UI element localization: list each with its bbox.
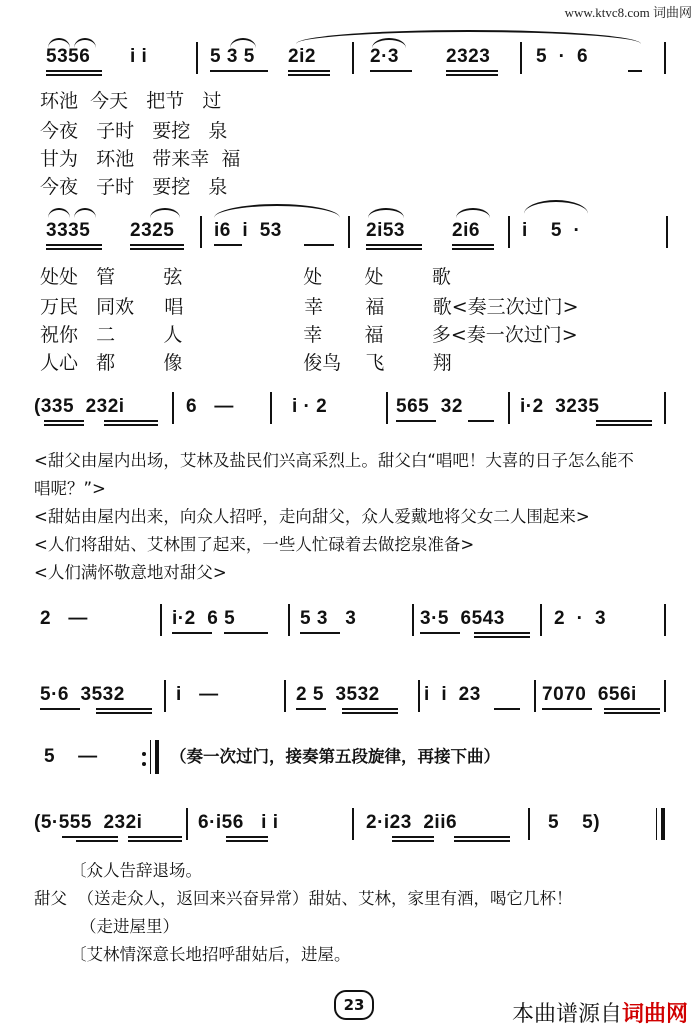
underline: [96, 712, 152, 714]
notes: 2325: [130, 220, 175, 241]
repeat-dot: [142, 762, 146, 766]
underline: [370, 70, 412, 72]
notes: 6·i56 i i: [198, 812, 279, 833]
underline: [604, 712, 660, 714]
stage-direction: （走进屋里）: [80, 917, 179, 936]
tie: [296, 30, 641, 44]
barline: [288, 604, 290, 636]
notes: i·2 6 5: [172, 608, 236, 629]
barline: [186, 808, 188, 840]
underline: [130, 244, 184, 246]
underline: [104, 424, 158, 426]
lyric-line: 今夜 子时 要挖 泉: [40, 120, 228, 142]
stage-direction: 〔艾林情深意长地招呼甜姑后，进屋。: [70, 945, 351, 964]
underline: [296, 708, 326, 710]
underline: [392, 840, 434, 842]
notes: i6 i 53: [214, 220, 282, 241]
barline: [352, 808, 354, 840]
underline: [96, 708, 152, 710]
notes: 2i53: [366, 220, 405, 241]
barline: [534, 680, 536, 712]
notes: 5356: [46, 46, 91, 67]
underline: [392, 836, 434, 838]
footer: [512, 997, 688, 1028]
underline: [288, 74, 330, 76]
barline: [508, 216, 510, 248]
barline: [656, 808, 657, 840]
stage-direction: <甜姑由屋内出来，向众人招呼，走向甜父，众人爱戴地将父女二人围起来>: [34, 507, 590, 526]
barline: [352, 42, 354, 74]
barline: [664, 392, 666, 424]
lyric-line: 环池 今天 把节 过: [40, 90, 222, 112]
underline: [300, 632, 340, 634]
stage-direction: <人们满怀敬意地对甜父>: [34, 563, 227, 582]
notes: 5·6 3532: [40, 684, 125, 705]
barline: [664, 604, 666, 636]
lyric-line: 甘为 环池 带来幸 福: [40, 148, 241, 170]
barline: [508, 392, 510, 424]
barline: [200, 216, 202, 248]
stage-direction: <人们将甜姑、艾林围了起来，一些人忙碌着去做挖泉准备>: [34, 535, 475, 554]
underline: [226, 836, 268, 838]
underline: [468, 420, 494, 422]
notes: (335 232i: [34, 396, 125, 417]
underline: [604, 708, 660, 710]
underline: [452, 248, 494, 250]
slur: [74, 208, 96, 218]
underline: [446, 70, 498, 72]
underline: [210, 70, 268, 72]
underline: [46, 74, 102, 76]
lyric-line: 今夜 子时 要挖 泉: [40, 176, 228, 198]
underline: [76, 840, 118, 842]
lyric-line: 人心 都 像 俊鸟 飞 翔: [40, 352, 452, 374]
barline: [270, 392, 272, 424]
repeat-dot: [142, 752, 146, 756]
barline: [666, 216, 668, 248]
underline: [596, 420, 652, 422]
barline: [172, 392, 174, 424]
notes: i 5 ·: [522, 220, 581, 241]
underline: [214, 244, 242, 246]
notes: i · 2: [292, 396, 328, 417]
stage-direction: <甜父由屋内出场，艾林及盐民们兴高采烈上。甜父白“唱吧！大喜的日子怎么能不: [34, 451, 634, 470]
instruction: （奏一次过门，接奏第五段旋律，再接下曲）: [170, 747, 500, 766]
notes: 5 5): [548, 812, 601, 833]
notes: 5 · 6: [536, 46, 589, 67]
notes: 6 —: [186, 396, 234, 417]
notes: 2 · 3: [554, 608, 607, 629]
notes: (5·555 232i: [34, 812, 143, 833]
notes: 2 —: [40, 608, 88, 629]
dialogue: 甜父 （送走众人，返回来兴奋异常）甜姑、艾林，家里有酒，喝它几杯！: [34, 889, 573, 908]
underline: [628, 70, 642, 72]
page-number: 23: [334, 990, 374, 1020]
underline: [454, 840, 510, 842]
barline: [348, 216, 350, 248]
underline: [46, 248, 102, 250]
underline: [494, 708, 520, 710]
tie: [524, 200, 588, 214]
notes: 5 3 5: [210, 46, 255, 67]
barline: [664, 680, 666, 712]
barline: [528, 808, 530, 840]
underline: [128, 836, 182, 838]
underline: [130, 248, 184, 250]
slur: [150, 208, 180, 218]
slur: [48, 208, 70, 218]
underline: [46, 244, 102, 246]
barline: [150, 740, 151, 774]
notes: 3335: [46, 220, 91, 241]
barline: [412, 604, 414, 636]
notes: 2i2: [288, 46, 316, 67]
underline: [44, 420, 84, 422]
underline: [452, 244, 494, 246]
underline: [342, 712, 398, 714]
stage-direction: 唱呢？”>: [34, 479, 106, 498]
underline: [44, 424, 84, 426]
underline: [542, 708, 592, 710]
underline: [420, 632, 460, 634]
underline: [172, 632, 212, 634]
notes: 2i6: [452, 220, 480, 241]
notes: 2323: [446, 46, 491, 67]
underline: [454, 836, 510, 838]
barline: [160, 604, 162, 636]
notes: 2·3: [370, 46, 399, 67]
notes: i·2 3235: [520, 396, 600, 417]
underline: [288, 70, 330, 72]
underline: [46, 70, 102, 72]
underline: [446, 74, 498, 76]
notes: 7070 656i: [542, 684, 637, 705]
underline: [104, 420, 158, 422]
underline: [128, 840, 182, 842]
notes: 2 5 3532: [296, 684, 380, 705]
underline: [342, 708, 398, 710]
underline: [366, 248, 422, 250]
underline: [304, 244, 334, 246]
underline: [396, 420, 436, 422]
tie: [214, 204, 340, 218]
barline: [284, 680, 286, 712]
notes: 565 32: [396, 396, 463, 417]
barline: [164, 680, 166, 712]
barline-final: [155, 740, 159, 774]
barline: [520, 42, 522, 74]
lyric-line: 处处 管 弦 处 处 歌: [40, 266, 451, 288]
barline: [540, 604, 542, 636]
notes: i i 23: [424, 684, 481, 705]
stage-direction: 〔众人告辞退场。: [70, 861, 202, 880]
notes: 3·5 6543: [420, 608, 505, 629]
underline: [40, 708, 80, 710]
notes: 5 3 3: [300, 608, 357, 629]
underline: [62, 836, 118, 838]
underline: [224, 632, 268, 634]
barline: [386, 392, 388, 424]
notes: i —: [176, 684, 219, 705]
slur: [456, 208, 490, 218]
watermark: www.ktvc8.com 词曲网: [564, 5, 692, 20]
underline: [226, 840, 268, 842]
lyric-line: 祝你 二 人 幸 福 多<奏一次过门>: [40, 324, 578, 346]
barline: [664, 42, 666, 74]
underline: [596, 424, 652, 426]
barline: [196, 42, 198, 74]
underline: [474, 632, 530, 634]
notes: 2·i23 2ii6: [366, 812, 458, 833]
barline-final: [661, 808, 665, 840]
barline: [418, 680, 420, 712]
notes: i i: [130, 46, 148, 67]
slur: [368, 208, 404, 218]
footer-brand: 词曲网: [621, 1002, 688, 1027]
lyric-line: 万民 同欢 唱 幸 福 歌<奏三次过门>: [40, 296, 579, 318]
notes: 5 —: [44, 746, 98, 767]
underline: [366, 244, 422, 246]
footer-prefix: 本曲谱源自: [511, 1002, 622, 1027]
underline: [474, 636, 530, 638]
